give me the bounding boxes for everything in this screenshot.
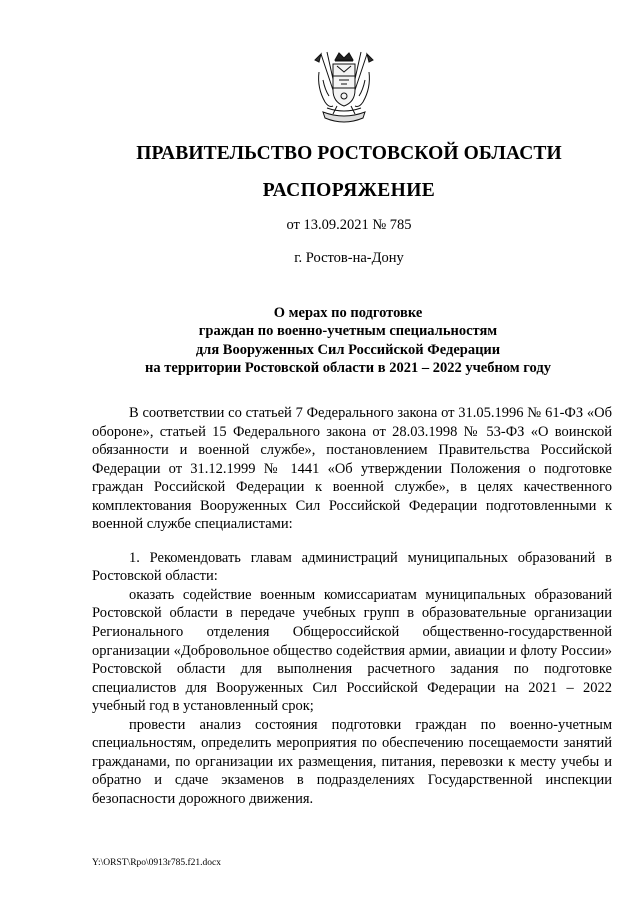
document-subject [120,304,576,377]
subject-line: на территории Ростовской области в 2021 – 2022 учебном году [145,359,551,376]
organization-title: ПРАВИТЕЛЬСТВО РОСТОВСКОЙ ОБЛАСТИ [136,143,562,164]
clause-1-item-paragraph: оказать содействие военным комиссариатам муниципальных образований Ростовской области в передаче учебных групп в образовательные организации Регионального отделения Общероссийской общественно-государственной организации «Добровольное общество содействия армии, авиации и флоту России» Ростовской области для выполнения расчетного задания по подготовке специалистов для Вооруженных Сил Российской Федерации на 2021 – 2022 учебный год в установленный срок; [92,586,612,715]
clause-1-item-paragraph: провести анализ состояния подготовки граждан по военно-учетным специальностям, определить мероприятия по обеспечению посещаемости занятий гражданами, по организации их размещения, питания, перевозки к месту учебы и обратно и сдаче экзаменов в подразделениях Государственной инспекции безопасности дорожного движения. [92,716,612,807]
document-body [92,404,612,808]
date-and-number: от 13.09.2021 № 785 [286,217,412,233]
file-path-footer: Y:\ORST\Rpo\0913r785.f21.docx [92,858,221,868]
city-line: г. Ростов-на-Дону [294,250,404,266]
clause-1-paragraph: 1. Рекомендовать главам администраций муниципальных образований в Ростовской области: [92,549,612,585]
subject-line: граждан по военно-учетным специальностям [198,323,498,340]
subject-line: О мерах по подготовке [273,305,423,321]
coat-of-arms-emblem [313,50,375,128]
document-type-title: РАСПОРЯЖЕНИЕ [262,180,436,201]
preamble-paragraph: В соответствии со статьей 7 Федерального закона от 31.05.1996 № 61-ФЗ «Об обороне», статьей 15 Федерального закона от 28.03.1998 № 53-ФЗ «О воинской обязанности и военной службе», постановлением Правительства Российской Федерации от 31.12.1999 № 1441 «Об утверждении Положения о подготовке граждан Российской Федерации к военной службе», в целях качественного комплектования Вооруженных Сил Российской Федерации подготовленными к военной службе специалистами: [92,405,612,533]
subject-line: для Вооруженных Сил Российской Федерации [195,341,501,358]
